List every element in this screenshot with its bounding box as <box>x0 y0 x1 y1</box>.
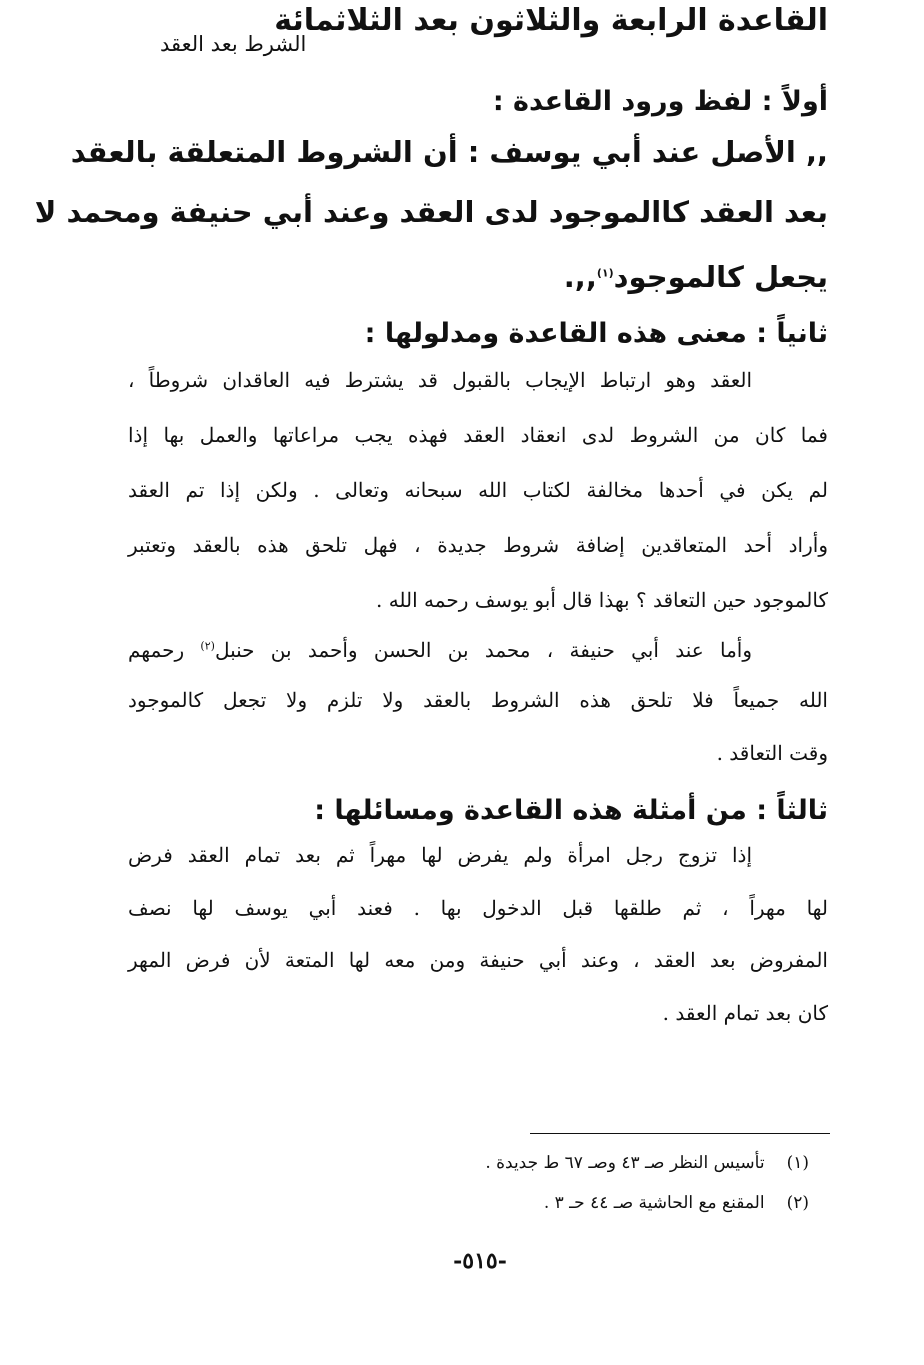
running-header-rule-title: القاعدة الرابعة والثلاثون بعد الثلاثمائة <box>274 3 828 38</box>
paragraph-line-with-footnote <box>128 640 752 660</box>
paragraph-line: الله جميعاً فلا تلحق هذه الشروط بالعقد ولا تلزم ولا تجعل كالموجود <box>128 688 828 712</box>
footnote-number: (٢) <box>786 1193 809 1213</box>
section-heading-meaning: ثانياً : معنى هذه القاعدة ومدلولها : <box>364 318 828 349</box>
section-heading-examples: ثالثاً : من أمثلة هذه القاعدة ومسائلها : <box>314 795 828 826</box>
rule-quote-line: بعد العقد كاالموجود لدى العقد وعند أبي حنيفة ومحمد لا <box>34 195 828 229</box>
footnote-ref-1: (١) <box>596 266 614 280</box>
paragraph-line: وقت التعاقد . <box>716 741 828 765</box>
footnote-number: (١) <box>786 1153 809 1173</box>
footnote-text: المقنع مع الحاشية صـ ٤٤ حـ ٣ . <box>543 1193 765 1213</box>
rule-quote-line-last <box>128 260 828 294</box>
footnote-ref-2: (٢) <box>200 639 215 653</box>
footnote-divider <box>530 1133 830 1134</box>
paragraph-line: المفروض بعد العقد ، وعند أبي حنيفة ومن معه لها المتعة لأن فرض المهر <box>128 948 828 972</box>
rule-quote-text: يجعل كالموجود <box>613 260 828 294</box>
footnote-2 <box>544 1195 809 1212</box>
footnote-1 <box>485 1155 809 1172</box>
footnote-text: تأسيس النظر صـ ٤٣ وصـ ٦٧ ط جديدة . <box>485 1153 765 1173</box>
quote-close: ,,. <box>563 260 597 294</box>
paragraph-line: لها مهراً ، ثم طلقها قبل الدخول بها . فعند أبي يوسف لها نصف <box>128 896 828 920</box>
rule-quote-line: ,, الأصل عند أبي يوسف : أن الشروط المتعلقة بالعقد <box>70 135 828 169</box>
page-number: -٥١٥- <box>453 1248 507 1274</box>
paragraph-line: لم يكن في أحدها مخالفة لكتاب الله سبحانه وتعالى . ولكن إذا تم العقد <box>128 478 828 502</box>
paragraph-line: كان بعد تمام العقد . <box>662 1001 828 1025</box>
paragraph-line: العقد وهو ارتباط الإيجاب بالقبول قد يشترط فيه العاقدان شروطاً ، <box>128 368 752 392</box>
paragraph-text: رحمهم <box>128 638 201 662</box>
paragraph-line: وأراد أحد المتعاقدين إضافة شروط جديدة ، فهل تلحق هذه بالعقد وتعتبر <box>128 533 828 557</box>
paragraph-line: كالموجود حين التعاقد ؟ بهذا قال أبو يوسف رحمه الله . <box>375 588 828 612</box>
paragraph-text: وأما عند أبي حنيفة ، محمد بن الحسن وأحمد بن حنبل <box>214 638 752 662</box>
paragraph-line: فما كان من الشروط لدى انعقاد العقد فهذه يجب مراعاتها والعمل بها إذا <box>128 423 828 447</box>
section-heading-wording: أولاً : لفظ ورود القاعدة : <box>492 86 828 117</box>
running-header-topic: الشرط بعد العقد <box>160 32 307 56</box>
paragraph-line: إذا تزوج رجل امرأة ولم يفرض لها مهراً ثم بعد تمام العقد فرض <box>128 843 752 867</box>
